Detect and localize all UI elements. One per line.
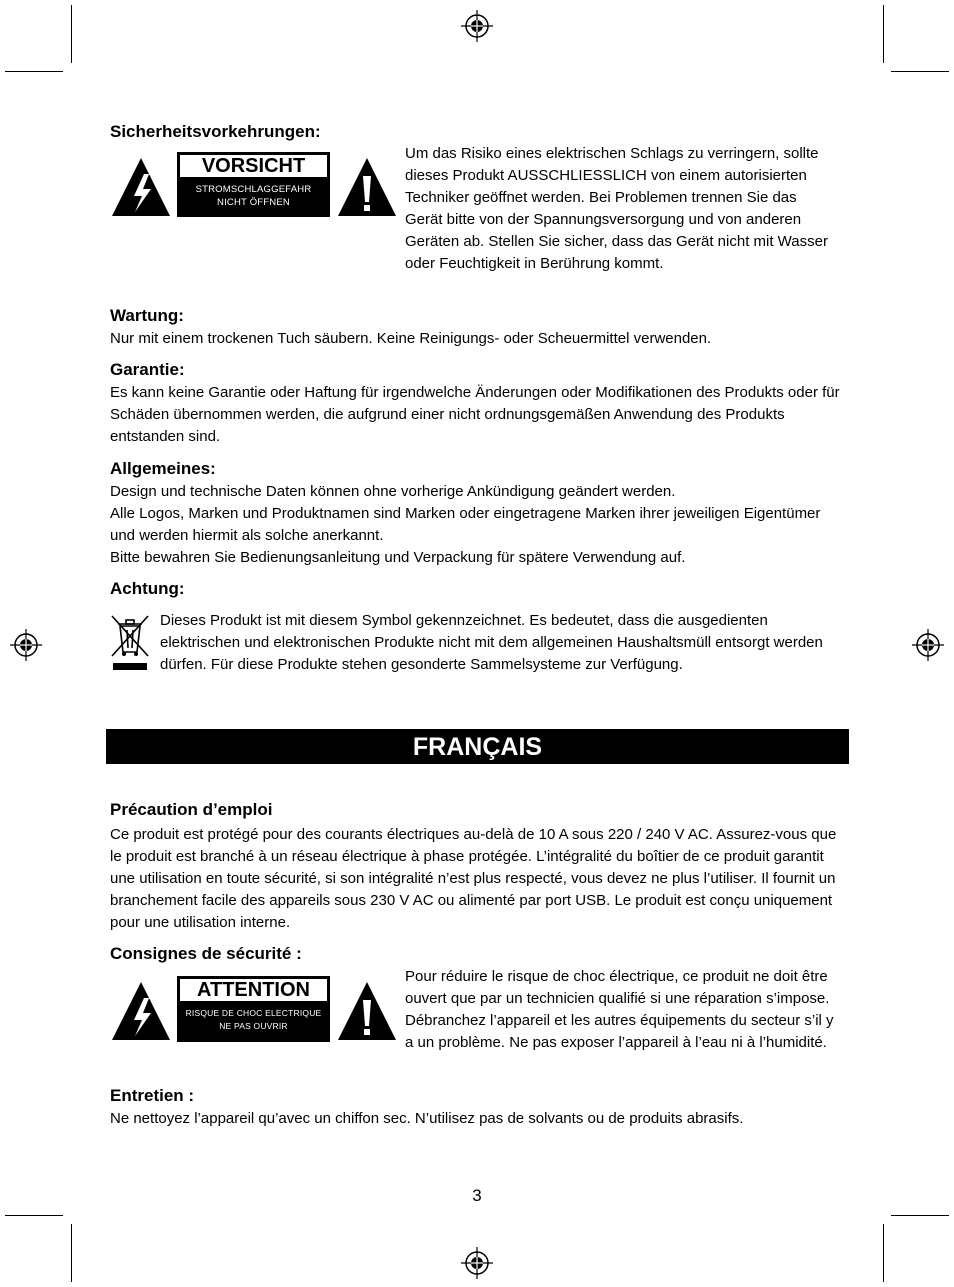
registration-mark-icon <box>460 1246 494 1280</box>
warning-label-title: ATTENTION <box>180 979 327 1001</box>
maintenance-text-fr: Ne nettoyez l’appareil qu’avec un chiffon sec. N’utilisez pas de solvants ou de produits abrasifs. <box>110 1110 744 1127</box>
general-line: Alle Logos, Marken und Produktnamen sind Marken oder eingetragene Marken ihrer jeweiligen Eigentümer und werden hiermit als solche anerkannt. <box>110 505 821 544</box>
lightning-warning-icon <box>110 980 172 1042</box>
language-banner: FRANÇAIS <box>106 729 849 764</box>
crop-mark <box>71 5 72 63</box>
warning-label-line1: RISQUE DE CHOC ELECTRIQUE <box>185 1008 322 1018</box>
crop-mark <box>883 5 884 63</box>
section-heading-safety-de: Sicherheitsvorkehrungen: <box>110 122 321 141</box>
general-line: Bitte bewahren Sie Bedienungsanleitung und Verpackung für spätere Verwendung auf. <box>110 549 686 566</box>
registration-mark-icon <box>460 9 494 43</box>
crop-mark <box>891 1215 949 1216</box>
section-heading-maintenance-de: Wartung: <box>110 306 184 325</box>
warning-label-line2: NE PAS OUVRIR <box>219 1021 288 1031</box>
general-line: Design und technische Daten können ohne vorherige Ankündigung geändert werden. <box>110 483 676 500</box>
maintenance-text-de: Nur mit einem trockenen Tuch säubern. Keine Reinigungs- oder Scheuermittel verwenden. <box>110 330 712 347</box>
warning-label-de <box>177 152 330 217</box>
crop-mark <box>891 71 949 72</box>
crossed-bin-icon <box>110 612 150 672</box>
general-text-de <box>110 481 830 569</box>
crop-mark <box>5 1215 63 1216</box>
precaution-text-fr: Ce produit est protégé pour des courants électriques au-delà de 10 A sous 220 / 240 V AC. Assurez-vous que le produit est branché à un réseau électrique à phase protégée. L’intégralité du boîtier de ce produit garantit une utilisation en toute sécurité, si son intégralité n’est plus respecté, vous devez ne plus l’utiliser. Il fournit un branchement facile des appareils sous 230 V AC ou alimenté par port USB. Le produit est conçu uniquement pour une utilisation interne. <box>110 826 837 931</box>
page-number: 3 <box>472 1186 482 1205</box>
warning-label-fr <box>177 976 330 1042</box>
attention-text-de: Dieses Produkt ist mit diesem Symbol gekennzeichnet. Es bedeutet, dass die ausgedienten elektrischen und elektronischen Produkte nicht mit dem allgemeinen Haushaltsmüll entsorgt werden dürfen. Für diese Produkte stehen gesonderte Sammelsysteme zur Verfügung. <box>160 612 823 673</box>
section-heading-attention-de: Achtung: <box>110 579 185 598</box>
section-heading-general-de: Allgemeines: <box>110 459 216 478</box>
section-heading-safety-fr: Consignes de sécurité : <box>110 944 302 963</box>
safety-text-de: Um das Risiko eines elektrischen Schlags zu verringern, sollte dieses Produkt AUSSCHLIESSLICH von einem autorisierten Techniker geöffnet werden. Bei Problemen trennen Sie das Gerät bitte von der Spannungsversorgung und von anderen Geräten ab. Stellen Sie sicher, dass das Gerät nicht mit Wasser oder Feuchtigkeit in Berührung kommt. <box>405 145 828 272</box>
exclamation-warning-icon <box>336 980 398 1042</box>
crop-mark <box>5 71 63 72</box>
lightning-warning-icon <box>110 156 172 218</box>
registration-mark-icon <box>911 628 945 662</box>
warning-label-line2: NICHT ÖFFNEN <box>217 197 290 208</box>
exclamation-warning-icon <box>336 156 398 218</box>
section-heading-maintenance-fr: Entretien : <box>110 1086 195 1105</box>
warning-label-line1: STROMSCHLAGGEFAHR <box>195 184 312 195</box>
safety-text-fr: Pour réduire le risque de choc électrique, ce produit ne doit être ouvert que par un technicien qualifié si une réparation s’impose. Débranchez l’appareil et les autres équipements du secteur s’il y a un problème. Ne pas exposer l’appareil à l’eau ni à l’humidité. <box>405 968 834 1051</box>
section-heading-precaution-fr: Précaution d’emploi <box>110 800 273 819</box>
section-heading-warranty-de: Garantie: <box>110 360 185 379</box>
warning-label-title: VORSICHT <box>180 155 327 177</box>
registration-mark-icon <box>9 628 43 662</box>
warranty-text-de: Es kann keine Garantie oder Haftung für irgendwelche Änderungen oder Modifikationen des Produkts oder für Schäden übernommen werden, die aufgrund einer nicht ordnungsgemäßen Anwendung des Produkts entstanden sind. <box>110 384 840 445</box>
crop-mark <box>883 1224 884 1282</box>
crop-mark <box>71 1224 72 1282</box>
